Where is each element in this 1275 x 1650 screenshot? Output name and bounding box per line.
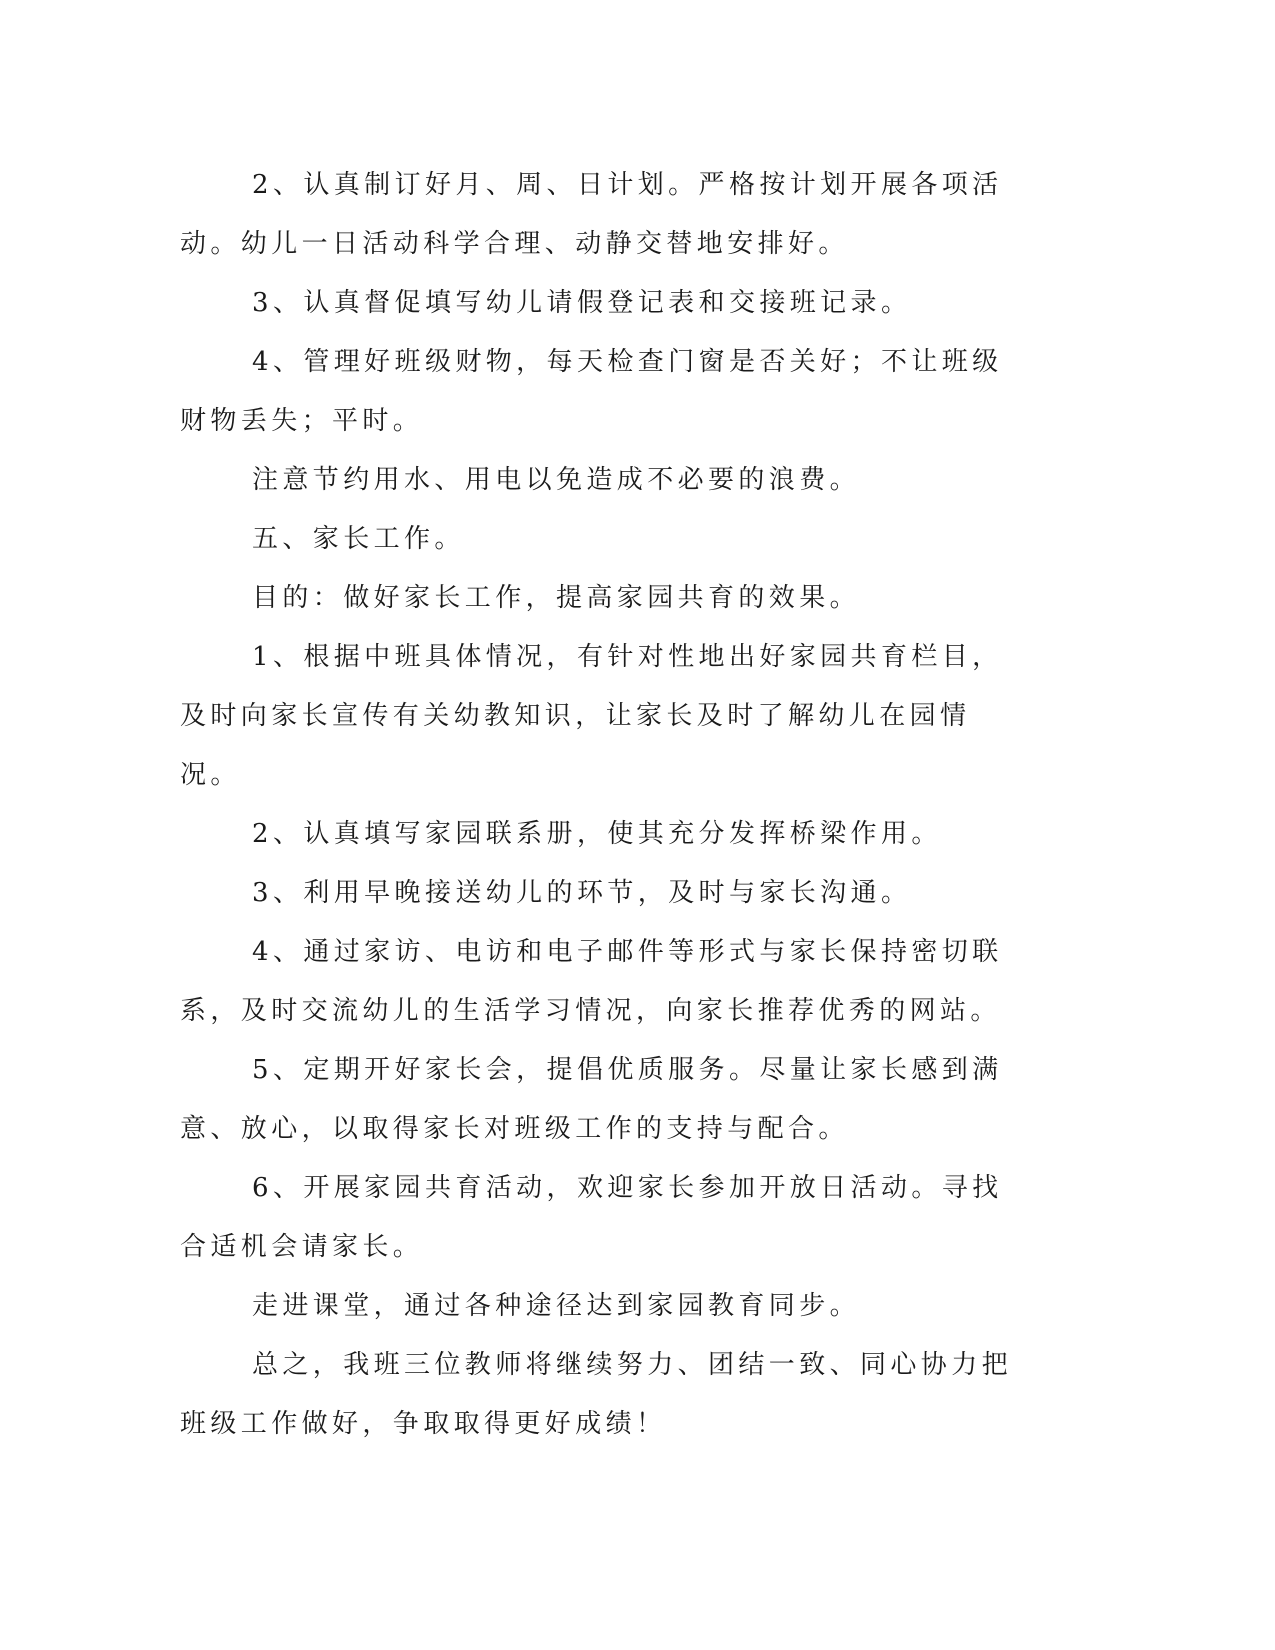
paragraph-purpose: 目的：做好家长工作，提高家园共育的效果。 [252, 583, 861, 613]
section-heading-parent-work: 五、家长工作。 [252, 524, 465, 554]
paragraph-classroom: 走进课堂，通过各种途径达到家园教育同步。 [252, 1291, 861, 1321]
paragraph-parent-item-2: 2、认真填写家园联系册，使其充分发挥桥梁作用。 [252, 819, 942, 849]
paragraph-plan: 2、认真制订好月、周、日计划。严格按计划开展各项活动。幼儿一日活动科学合理、动静交替地安排好。 [180, 170, 1003, 259]
paragraph-parent-item-6: 6、开展家园共育活动，欢迎家长参加开放日活动。寻找合适机会请家长。 [180, 1173, 1003, 1262]
paragraph-parent-item-1: 1、根据中班具体情况，有针对性地出好家园共育栏目，及时向家长宣传有关幼教知识，让家长及时了解幼儿在园情况。 [180, 642, 1003, 790]
paragraph-leave-record: 3、认真督促填写幼儿请假登记表和交接班记录。 [252, 288, 912, 318]
paragraph-parent-item-4: 4、通过家访、电访和电子邮件等形式与家长保持密切联系，及时交流幼儿的生活学习情况，向家长推荐优秀的网站。 [180, 937, 1003, 1026]
paragraph-class-property: 4、管理好班级财物，每天检查门窗是否关好；不让班级财物丢失；平时。 [180, 347, 1003, 436]
paragraph-conclusion: 总之，我班三位教师将继续努力、团结一致、同心协力把班级工作做好，争取取得更好成绩！ [180, 1350, 1013, 1439]
paragraph-save-water: 注意节约用水、用电以免造成不必要的浪费。 [252, 465, 861, 495]
paragraph-parent-item-3: 3、利用早晚接送幼儿的环节，及时与家长沟通。 [252, 878, 912, 908]
paragraph-parent-item-5: 5、定期开好家长会，提倡优质服务。尽量让家长感到满意、放心，以取得家长对班级工作的支持与配合。 [180, 1055, 1003, 1144]
document-body [180, 156, 1030, 1454]
